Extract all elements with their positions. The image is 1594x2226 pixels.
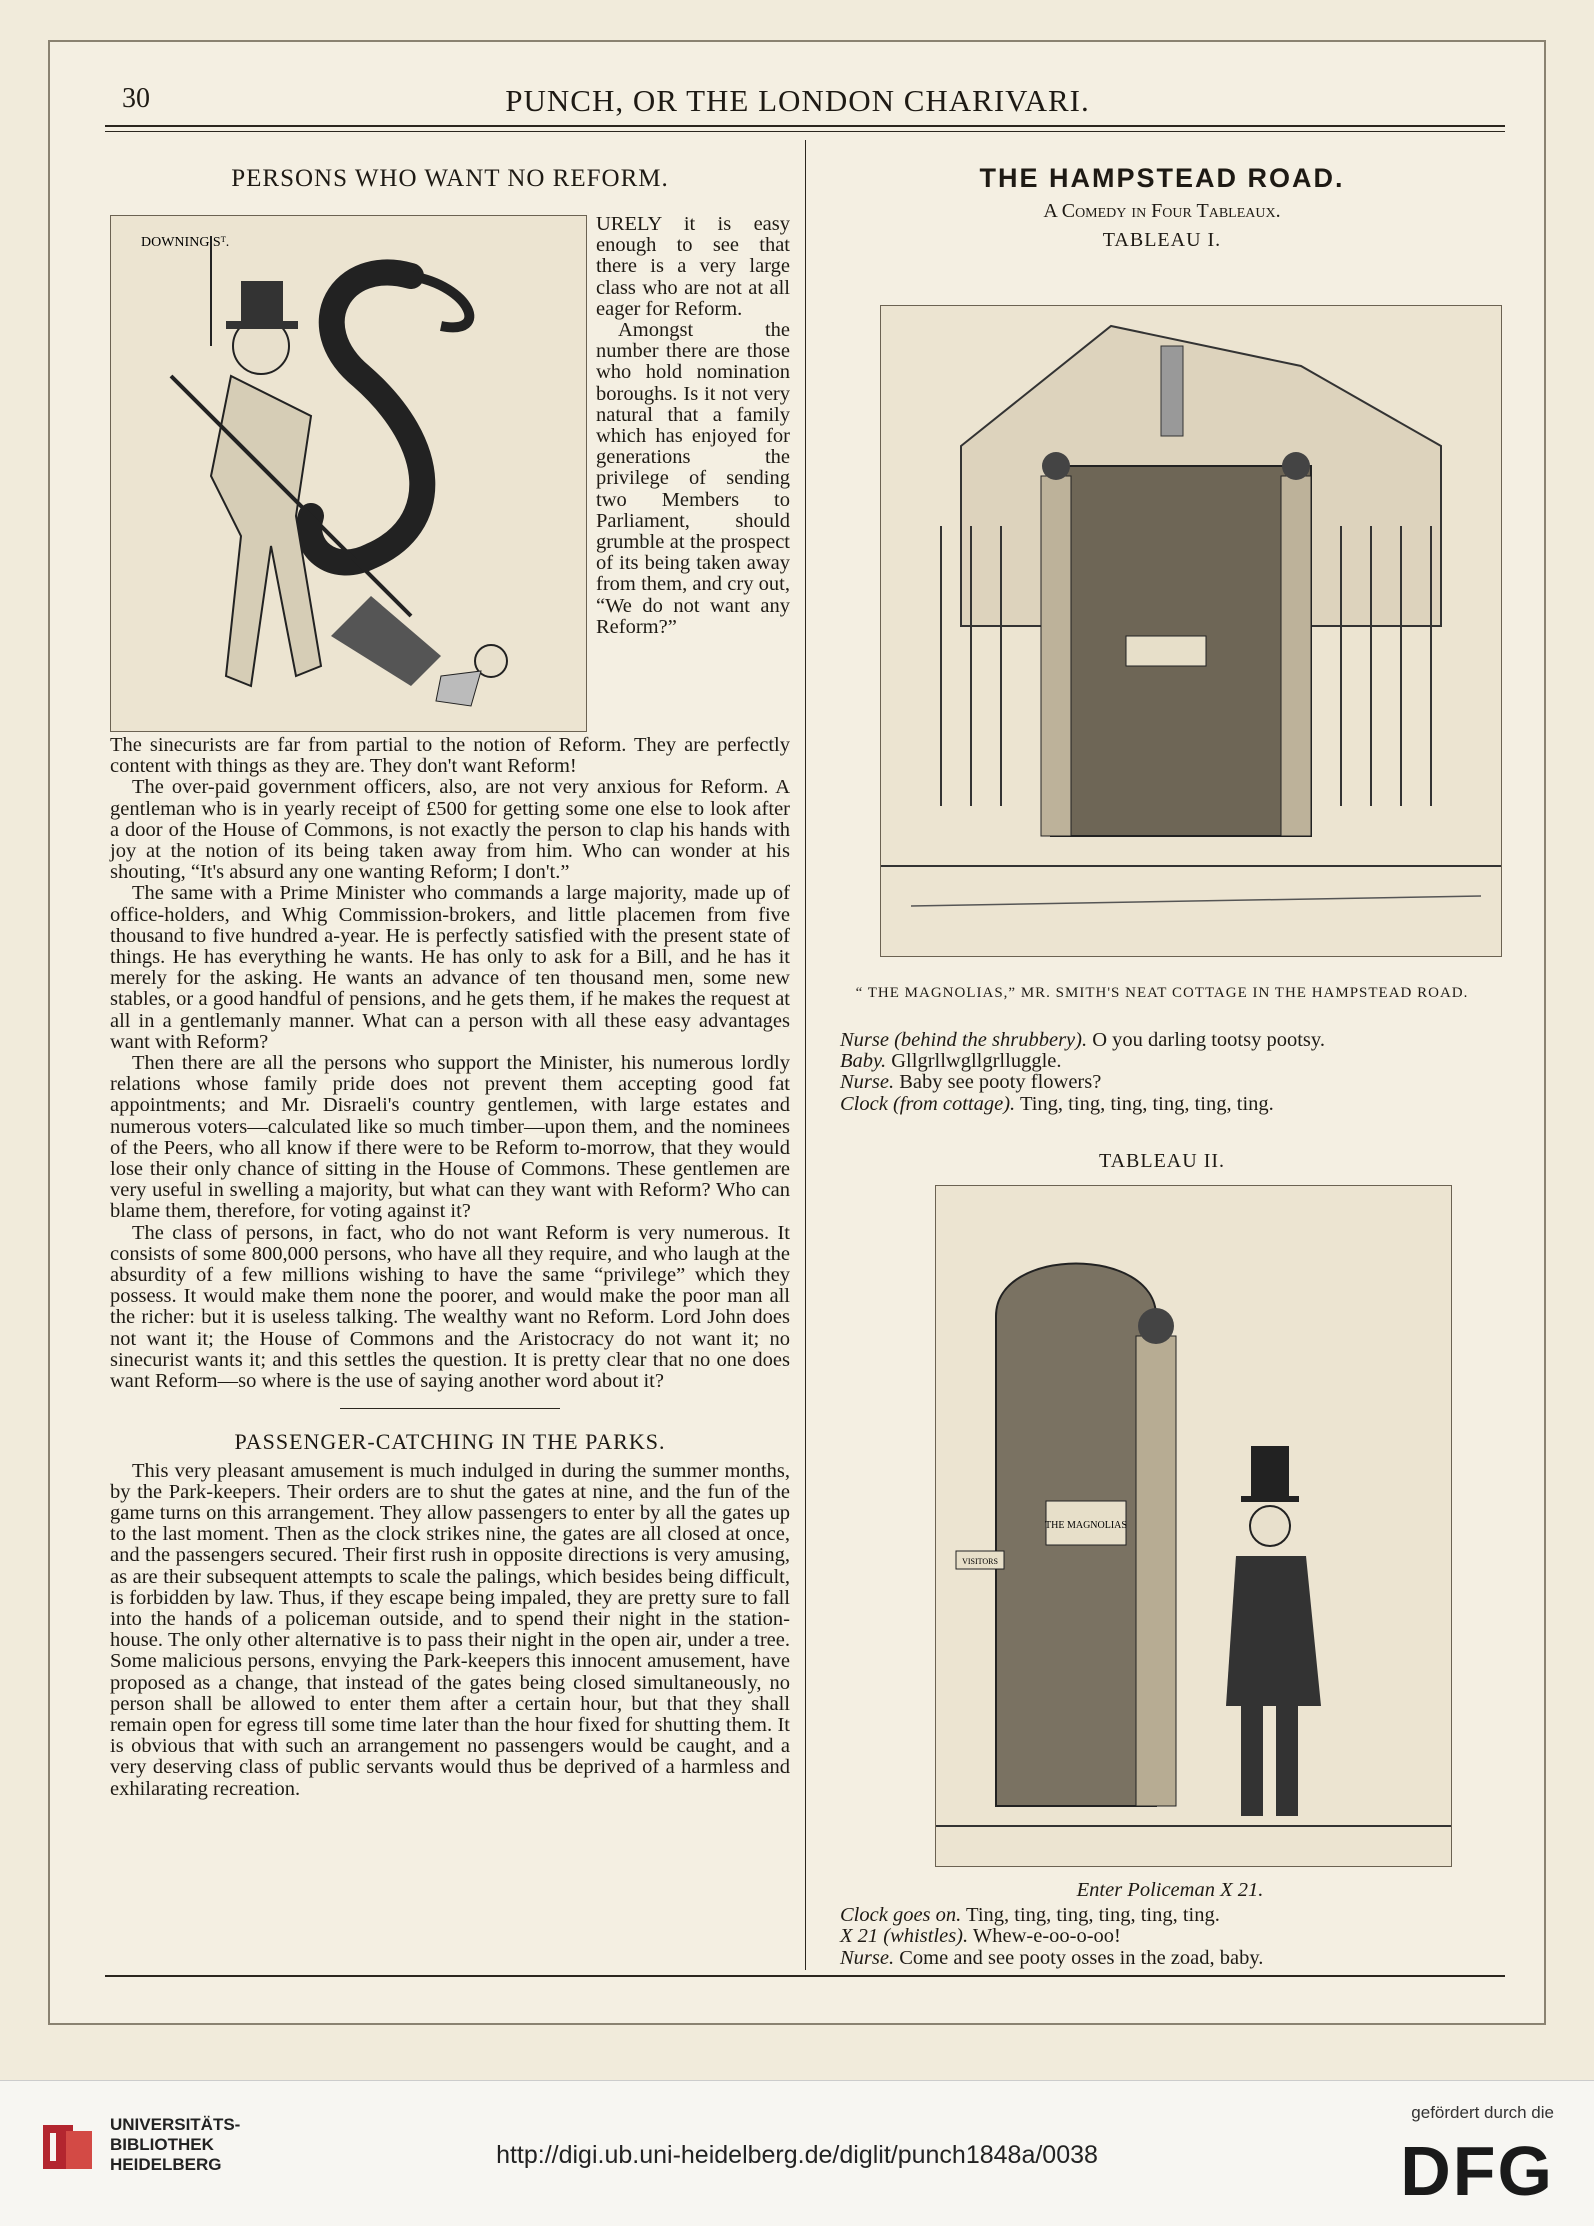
play-title: THE HAMPSTEAD ROAD. — [979, 163, 1345, 193]
article-title-reform: PERSONS WHO WANT NO REFORM. — [231, 165, 669, 192]
library-name-line-1: UNIVERSITÄTS- — [110, 2115, 241, 2134]
reform-para-1: URELY it is easy enough to see that there is a very large class who are not at all eager for Reform. — [596, 213, 790, 320]
reform-para-7: The class of persons, in fact, who do not want Reform is very numerous. It consists of some 800,000 persons, who have all they require, and who laugh at the absurdity of a few millions wishing to have the same “privilege” which they possess. It would make them none the poorer, and would make the poor man all the richer: but it is useless talking. The wealthy want no Reform. Lord John does not want it; the House of Commons and the Aristocracy do not want it; no sinecurist wants it; and this settles the question. It is pretty clear that no one does want Reform—so where is the use of saying another word about it? — [110, 1221, 790, 1393]
stage-direction-6: (whistles). — [883, 1925, 969, 1948]
illustration-downing-street — [110, 215, 587, 732]
enter-stage-direction — [840, 1880, 1500, 1901]
dialogue-line-5 — [840, 1905, 1500, 1926]
speech-2: Gllgrllwgllgrlluggle. — [891, 1050, 1062, 1073]
play-subtitle: A Comedy in Four Tableaux. — [1043, 200, 1281, 223]
stage-direction-1: (behind the shrubbery). — [894, 1029, 1088, 1051]
section-rule — [340, 1408, 560, 1409]
speech-1: O you darling tootsy pootsy. — [1092, 1029, 1325, 1051]
speech-3: Baby see pooty flowers? — [899, 1071, 1102, 1094]
library-name-line-2: BIBLIOTHEK — [110, 2135, 214, 2154]
illustration-policeman — [935, 1185, 1452, 1867]
right-column — [822, 163, 1502, 252]
tableau-1-caption: “ THE MAGNOLIAS,” MR. SMITH'S NEAT COTTAGE IN THE HAMPSTEAD ROAD. — [855, 985, 1469, 1001]
running-title: PUNCH, OR THE LONDON CHARIVARI. — [505, 83, 1090, 118]
dialogue-line-3 — [840, 1072, 1500, 1093]
stage-direction-4: (from cottage). — [892, 1092, 1016, 1115]
dialogue-line-2 — [840, 1051, 1500, 1072]
visitors-sign-text: VISITORS — [962, 1557, 998, 1566]
speech-4: Ting, ting, ting, ting, ting, ting. — [1019, 1092, 1274, 1115]
gate-sign-text: THE MAGNOLIAS — [1045, 1520, 1127, 1531]
reform-para-5: The same with a Prime Minister who commands a large majority, made up of office-holders, and Whig Commission-brokers, and little placemen from five thousand to five hundred a-year. He is perfectly satisfied with the present state of things. He has everything he wants. He has only to ask for a Bill, and he has it merely for the asking. He wants an advance of ten thousand men, some new stables, or a good handful of pensions, and he gets them, if he makes the request at all in a gentlemanly manner. What can a person with all these easy advantages want with Reform? — [110, 882, 790, 1053]
dialogue-line-1 — [840, 1030, 1500, 1051]
dfg-logo[interactable]: DFG — [1400, 2132, 1554, 2210]
role-clock: Clock — [840, 1092, 888, 1115]
bottom-rule — [105, 1975, 1505, 1977]
role-nurse-3: Nurse. — [840, 1946, 895, 1969]
dialogue-line-7 — [840, 1948, 1500, 1969]
illus-street-label: DOWNING Sᵀ. — [141, 235, 230, 250]
library-name-line-3: HEIDELBERG — [110, 2155, 222, 2174]
header-rule-bottom — [105, 131, 1505, 132]
page-number: 30 — [122, 83, 150, 114]
dialogue-line-4 — [840, 1094, 1500, 1115]
cottage-gate-icon — [881, 306, 1501, 956]
speech-6: Whew-e-oo-o-oo! — [972, 1925, 1121, 1948]
enter-policeman: Enter Policeman X 21. — [1076, 1879, 1264, 1901]
reform-para-6: Then there are all the persons who support the Minister, his numerous lordly relations whose family pride does not prevent them accepting good fat appointments; and Mr. Disraeli's country gentlemen, with large estates and numerous voters—calculated like so much timber—upon them, and the nominees of the Peers, who all know if there were to be Reform to-morrow, that they would lose their only chance of sitting in the House of Commons. These gentlemen are very useful in swelling a majority, but what can they want with Reform? Who can blame them, therefore, for voting against it? — [110, 1052, 790, 1223]
tableau-1-dialogue — [840, 1030, 1500, 1115]
digitization-footer — [0, 2080, 1594, 2226]
role-nurse-2: Nurse. — [840, 1071, 895, 1094]
parks-para: This very pleasant amusement is much indulged in during the summer months, by the Park-keepers. Their orders are to shut the gates at nine, and the fun of the game turns on this arrangement. They allow passengers to enter by all the gates up to the last moment. Then as the clock strikes nine, the gates are all closed at once, and the passengers secured. Their first rush in opposite directions is very amusing, as are their subsequent attempts to scale the palings, which besides being difficult, is forbidden by law. Thus, if they escape being impaled, they are pretty sure to fall into the hands of a policeman outside, and to spend their night in the station-house. The only other alternative is to pass their night in the open air, under a tree. Some malicious persons, envying the Park-keepers this innocent amusement, have proposed as a change, that instead of the gates being closed simultaneously, no person shall be allowed to enter them after a certain hour, but that they shall remain open for egress till some time later than the hour fixed for shutting them. It is obvious that with such an arrangement no passengers would be caught, and a very deserving class of public servants would thus be deprived of a harmless and exhilarating recreation. — [110, 1459, 790, 1800]
role-nurse-1: Nurse — [840, 1029, 889, 1051]
left-column-body — [110, 735, 790, 1800]
column-divider — [805, 140, 806, 1970]
intro-text-narrow — [596, 214, 790, 638]
tableau-2-heading: TABLEAU II. — [1098, 1150, 1226, 1172]
illustration-cottage — [880, 305, 1502, 957]
funding-note: gefördert durch die — [1411, 2103, 1554, 2122]
article-title-parks: PASSENGER-CATCHING IN THE PARKS. — [234, 1429, 666, 1455]
source-url-link[interactable]: http://digi.ub.uni-heidelberg.de/diglit/punch1848a/0038 — [496, 2141, 1098, 2169]
role-baby: Baby. — [840, 1050, 887, 1073]
role-clock-2: Clock goes on. — [840, 1904, 962, 1927]
sweeper-cartoon-icon — [111, 216, 586, 731]
tableau-1-heading: TABLEAU I. — [1102, 229, 1222, 252]
role-x21: X 21 — [840, 1925, 879, 1948]
reform-para-3: The sinecurists are far from partial to the notion of Reform. They are perfectly content with things as they are. They don't want Reform! — [110, 734, 790, 778]
tableau-2-dialogue — [840, 1880, 1500, 1969]
reform-para-4: The over-paid government officers, also, are not very anxious for Reform. A gentleman who is in yearly receipt of £500 for getting some one else to look after a door of the House of Commons, is not exactly the person to clap his hands with joy at the notion of its being taken away from him. Who can wonder at his shouting, “It's absurd any one wanting Reform; I don't.” — [110, 776, 790, 884]
policeman-gate-icon — [936, 1186, 1451, 1866]
speech-5: Ting, ting, ting, ting, ting, ting. — [966, 1904, 1220, 1927]
speech-7: Come and see pooty osses in the zoad, baby. — [899, 1946, 1264, 1969]
reform-para-2: Amongst the number there are those who hold nomination boroughs. Is it not very natural that a family which has enjoyed for generations the privilege of sending two Members to Parliament, should grumble at the prospect of its being taken away from them, and cry out, “We do not want any Reform?” — [596, 319, 790, 638]
header-rule-top — [105, 125, 1505, 127]
dialogue-line-6 — [840, 1926, 1500, 1947]
left-column — [110, 165, 790, 205]
page-header — [70, 75, 1525, 127]
